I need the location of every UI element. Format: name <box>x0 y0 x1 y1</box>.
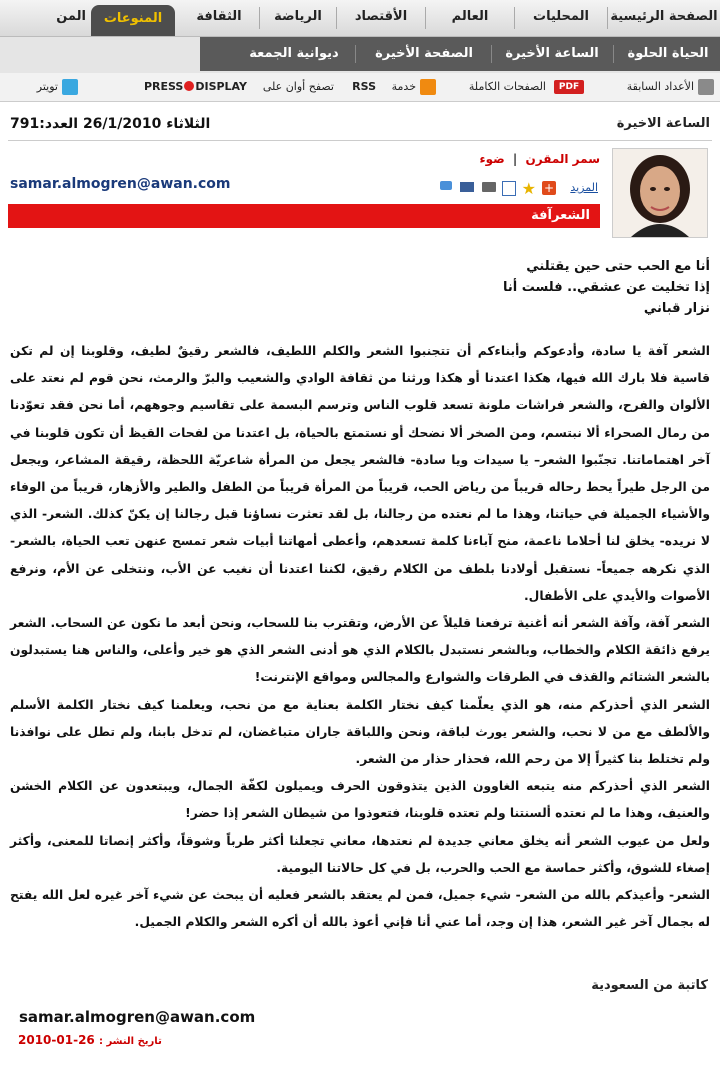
share-icon[interactable] <box>502 181 516 196</box>
rss-service-label: خدمة <box>391 80 416 93</box>
primary-nav <box>0 0 720 37</box>
header-divider <box>8 140 712 141</box>
archive-link[interactable]: الأعداد السابقة <box>626 80 694 93</box>
author-photo <box>612 148 708 238</box>
nav-item-last-hour[interactable]: الساعة الأخيرة <box>505 46 599 61</box>
favorite-star-icon[interactable]: ★ <box>521 179 536 198</box>
email-icon[interactable] <box>460 182 474 192</box>
nav-divider <box>425 7 426 29</box>
writer-note: كاتبة من السعودية <box>591 978 708 993</box>
author-name[interactable]: سمر المقرن <box>525 152 600 166</box>
full-pages-link[interactable]: الصفحات الكاملة <box>468 80 546 93</box>
footer-email[interactable]: samar.almogren@awan.com <box>19 1008 256 1026</box>
publish-date-value: 26-01-2010 <box>18 1033 95 1047</box>
tools-bar <box>0 73 720 102</box>
nav-item-home[interactable]: الصفحة الرئيسية <box>610 9 718 24</box>
author-portrait-icon <box>613 149 707 237</box>
nav-divider <box>514 7 515 29</box>
add-icon[interactable]: + <box>543 181 555 195</box>
nav-item-friday-diwan[interactable]: ديوانية الجمعة <box>249 46 339 61</box>
pressdisplay-logo[interactable] <box>144 80 247 93</box>
article-title: الشعرآفة <box>8 204 600 228</box>
rss-icon <box>420 79 436 95</box>
article-paragraph: الشعر الذي أحذركم منه يتبعه الغاوون الذين يتذوقون الحرف ويميلون لكفّة الجمال، ويبتعدون عن الكلام الخشن والعنيف، وهذا ما لم نعتده ألسنتنا ولم تعتده قلوبنا، فتعوذوا من شيطان الشعر إذا حضر! <box>10 779 710 821</box>
article-paragraph: الشعر- وأعيذكم بالله من الشعر- شيء جميل، فمن لم يعتقد بالشعر فعليه أن يبحث عن شيء آخر غيره لعل الله يفتح له بجمال آخر غير الشعر، هذا إن وجد، أما عني أنا فإني أعوذ بالله أن أكره الشعر والكلام الجميل. <box>10 888 710 930</box>
rss-link[interactable]: RSS <box>352 80 376 93</box>
pressdisplay-logo-part1: PRESS <box>143 80 184 93</box>
author-email[interactable]: samar.almogren@awan.com <box>10 176 231 192</box>
comment-icon[interactable] <box>440 181 452 190</box>
byline-separator: | <box>512 152 518 166</box>
section-title: الساعة الاخيرة <box>616 116 710 131</box>
browse-online-link[interactable]: تصفح أوان على <box>262 80 334 93</box>
column-name[interactable]: ضوء <box>479 152 505 166</box>
more-link[interactable]: المزيد <box>570 181 598 194</box>
author-byline <box>479 152 600 166</box>
poem-line: إذا تخليت عن عشقي.. فلست أنا <box>503 280 710 295</box>
article-paragraph: الشعر آفة يا سادة، وأدعوكم وأبناءكم أن تتجنبوا الشعر والكلم اللطيف، فالشعر رقيقٌ لطيف، وقلوبنا إن لم تكن قاسية فلا بارك الله فيها، هكذا اعتدنا أو هكذا ورثنا من ثقافة الوادي والشعيب والبرّ والرمث، نحن قوم لم نعتد على الألوان والفرح، والشعر فراشات ملونة تسعد قلوب الناس وترسم البسمة على تقاسيم وجوههم، أما نحن فقد تعوّدنا من رمال الصحراء ألا نبتسم، ومن الصخر ألا نضحك أو نستمتع بالحياة، بل اعتدنا من لفحات القيظ أن تكون قلوبنا في آخر اهتماماتنا. تجنّبوا الشعر– يا سيدات ويا سادة- فالشعر يجعل من المرأة شاعريّة اللحظة، رقيقة المشاعر، ويجعل من الرجل طيراً يحط رحاله قريباً من رياض الحب، قريباً من المرأة قريباً من الطفل والطير والأزهار، قريباً من الوفاء والأشياء الجميلة في حياتنا، وهذا ما لم نعتده من رجالنا، بل لقد تعثرت نساؤنا قبل رجالنا إن يكنّ كذلك. الشعر- الذي لا نريده- يخلق لنا أحلاما ناعمة، منح آباءنا كلمة تسعدهم، وأعطى أمهاتنا أبيات شعر تمسح عنهن تعب الحياة، بالشعر- الذي نكرهه جميعاً- نستقبل أولادنا بلطف من الكلام رقيق، لكننا اعتدنا أن نغيب عن الأب، ونتخلى عن الأم، ونرفع الأصوات والأيدي على الأطفال. <box>10 344 710 603</box>
epigraph <box>503 256 710 319</box>
pressdisplay-dot-icon <box>184 81 194 91</box>
publish-label: تاريخ النشر : <box>98 1036 162 1047</box>
nav-divider <box>355 45 356 63</box>
nav-item-last-page[interactable]: الصفحة الأخيرة <box>375 46 473 61</box>
pdf-icon: PDF <box>554 80 584 94</box>
nav-divider <box>613 45 614 63</box>
issue-date: الثلاثاء 26/1/2010 العدد:791 <box>10 116 211 132</box>
nav-divider <box>336 7 337 29</box>
article-paragraph: ولعل من عيوب الشعر أنه يخلق معاني جديدة لم نعتدها، معاني تجعلنا أكثر طرباً وشوقاً، وأكثر إنصاتا للمعنى، وأكثر إصغاء للشوق، وأكثر حماسة مع الحب والحرب، بل في كل حالاتنا اليومية. <box>10 833 710 875</box>
nav-item-world[interactable]: العالم <box>451 9 489 24</box>
nav-item-local[interactable]: المحليات <box>533 9 589 24</box>
nav-divider <box>259 7 260 29</box>
pressdisplay-logo-part2: DISPLAY <box>195 80 247 93</box>
article-paragraph: الشعر آفة، وآفة الشعر أنه أغنية ترفعنا قليلاً عن الأرض، وتقترب بنا للسحاب، ونحن أبعد ما نكون عن السحاب. الشعر يرفع ذائقة الكلام والخطاب، وبالشعر نستبدل بالكلام الذي هو أدنى الشعر الذي هو خير وأعلى، والناس هنا يستبدلون بالشعر الشتائم والقذف في الطرقات والشوارع والمجالس ومواقع الإنترنت! <box>10 616 710 685</box>
article-body <box>10 338 710 936</box>
nav-item-cut[interactable]: المن <box>56 9 86 24</box>
nav-item-culture[interactable]: الثقافة <box>196 9 242 24</box>
nav-divider <box>607 7 608 29</box>
archive-icon <box>698 79 714 95</box>
print-icon[interactable] <box>482 182 496 192</box>
nav-item-economy[interactable]: الأقتصاد <box>354 9 408 24</box>
article-paragraph: الشعر الذي أحذركم منه، هو الذي يعلّمنا كيف نختار الكلمة بعناية مع من نحب، ويعلمنا كيف نختار الكلمة الأسلم والألطف مع من لا نحب، والشعر يورث لباقة، ونحن واللباقة جاران متباغضان، لم تدخل بابنا، ولم تطل على نوافذنا ولم تختلط بنا كثيراً إلا من رحم الله، فحذار حذار من الشعر. <box>10 697 710 767</box>
nav-divider <box>491 45 492 63</box>
nav-item-sweet-life[interactable]: الحياة الحلوة <box>627 46 709 61</box>
twitter-icon <box>62 79 78 95</box>
nav-item-sports[interactable]: الرياضة <box>274 9 322 24</box>
nav-item-variety[interactable]: المنوعات <box>91 5 175 36</box>
secondary-nav <box>0 37 720 73</box>
poem-line: أنا مع الحب حتى حين يقتلني <box>526 259 710 274</box>
poem-attribution: نزار قباني <box>643 301 710 316</box>
twitter-link[interactable]: تويتر <box>36 80 58 93</box>
publish-date <box>18 1033 162 1047</box>
